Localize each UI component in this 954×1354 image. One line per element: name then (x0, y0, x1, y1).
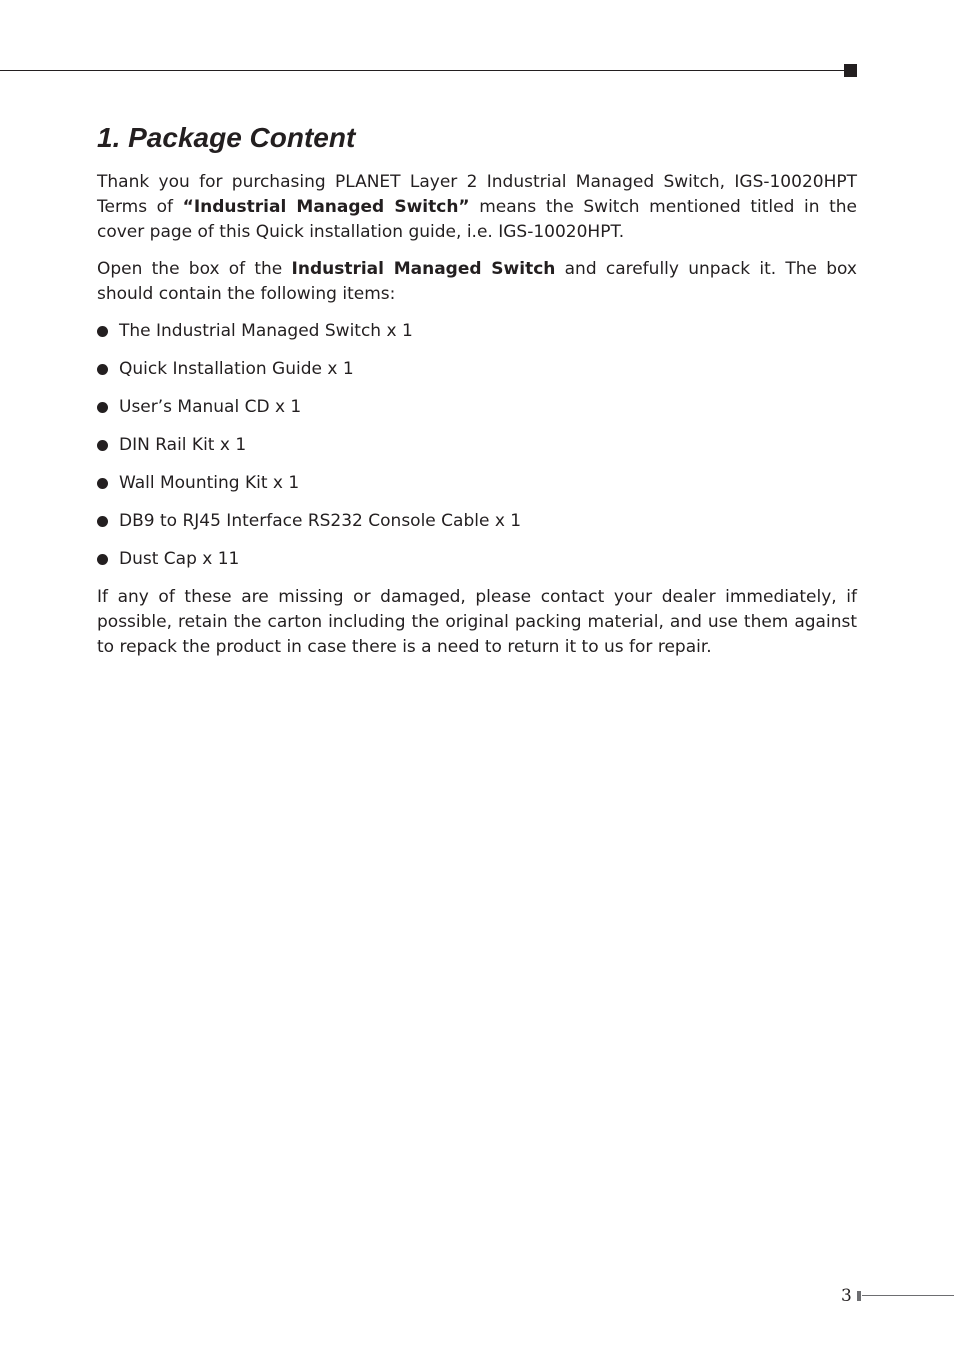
bullet-icon (97, 554, 108, 565)
list-item-label: Quick Installation Guide x 1 (119, 359, 354, 379)
list-item-label: DIN Rail Kit x 1 (119, 435, 247, 455)
package-items-list (97, 319, 857, 572)
list-item-label: DB9 to RJ45 Interface RS232 Console Cable x 1 (119, 511, 522, 531)
open-box-text-start: Open the box of the (97, 259, 292, 279)
open-box-text-end: and carefully unpack it. The box should contain the following items: (97, 259, 857, 304)
footer-rule (862, 1295, 954, 1296)
intro-text-start: Thank you for purchasing PLANET Layer 2 Industrial Managed Switch, IGS-10020HPT Terms of (97, 172, 857, 217)
list-item (97, 547, 857, 572)
intro-paragraph (97, 170, 857, 245)
closing-paragraph: If any of these are missing or damaged, please contact your dealer immediately, if possible, retain the carton including the original packing material, and use them against to repack the product in case there is a need to return it to us for repair. (97, 587, 857, 657)
list-item (97, 509, 857, 534)
list-item-label: Dust Cap x 11 (119, 549, 240, 569)
list-item (97, 395, 857, 420)
list-item-label: User’s Manual CD x 1 (119, 397, 302, 417)
bullet-icon (97, 478, 108, 489)
list-item (97, 433, 857, 458)
bullet-icon (97, 402, 108, 413)
list-item-label: Wall Mounting Kit x 1 (119, 473, 300, 493)
footer-mark (857, 1291, 861, 1301)
page-number: 3 (841, 1286, 852, 1306)
bullet-icon (97, 516, 108, 527)
intro-bold-term: “Industrial Managed Switch” (182, 197, 470, 217)
list-item (97, 319, 857, 344)
header-square-mark (844, 64, 857, 77)
list-item (97, 471, 857, 496)
bullet-icon (97, 364, 108, 375)
bullet-icon (97, 326, 108, 337)
open-box-paragraph (97, 257, 857, 307)
list-item-label: The Industrial Managed Switch x 1 (119, 321, 413, 341)
section-title: 1. Package Content (97, 122, 356, 153)
page-content (97, 118, 857, 672)
header-rule (0, 70, 848, 71)
open-box-bold-term: Industrial Managed Switch (291, 259, 556, 279)
bullet-icon (97, 440, 108, 451)
intro-text-end: means the Switch mentioned titled in the cover page of this Quick installation guide, i.e. IGS-10020HPT. (97, 197, 858, 242)
list-item (97, 357, 857, 382)
